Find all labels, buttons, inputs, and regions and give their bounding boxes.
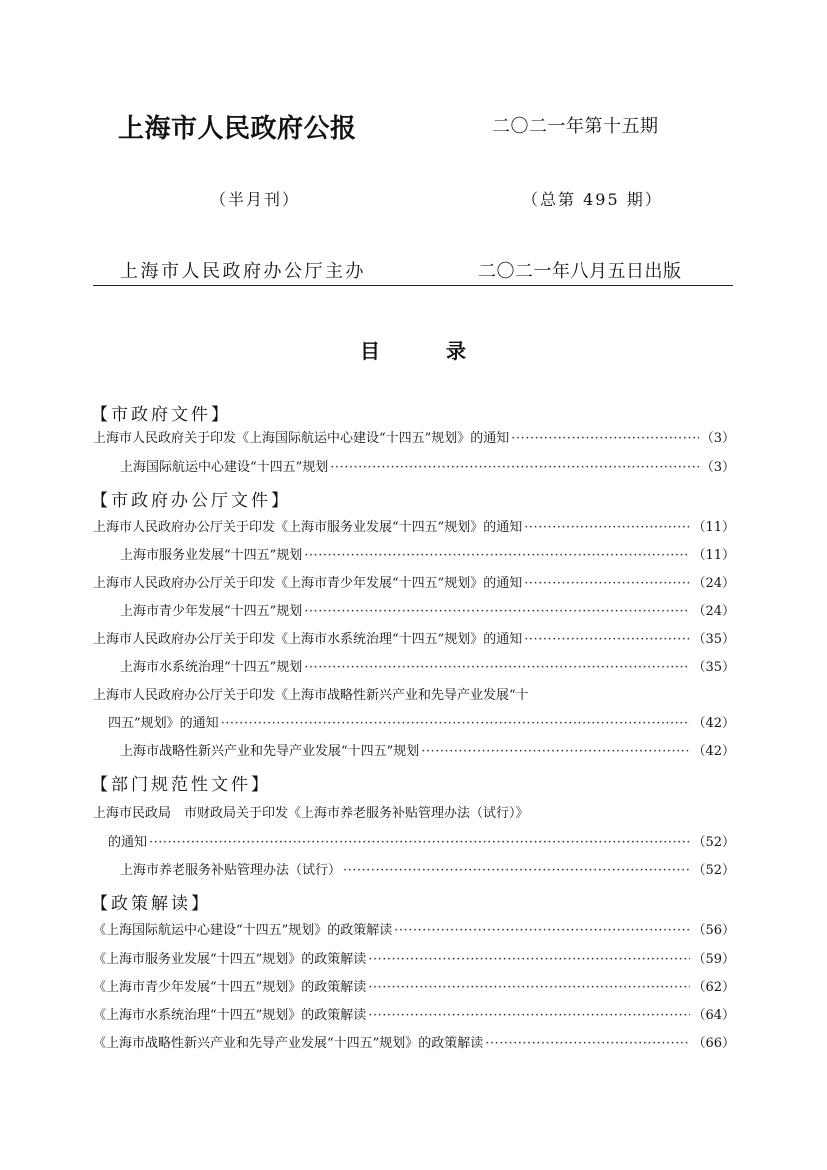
toc-entry-page: （42） bbox=[692, 716, 735, 731]
toc-entry-page: （62） bbox=[692, 980, 735, 995]
toc-entry-text: 《上海国际航运中心建设“十四五”规划》的政策解读 bbox=[93, 923, 393, 938]
leader-dots bbox=[304, 601, 690, 623]
leader-dots bbox=[149, 832, 690, 854]
toc-entry-text: 《上海市水系统治理“十四五”规划》的政策解读 bbox=[93, 1008, 367, 1023]
toc-entry[interactable] bbox=[108, 713, 735, 735]
leader-dots bbox=[524, 573, 690, 595]
toc-entry-text: 《上海市服务业发展“十四五”规划》的政策解读 bbox=[93, 952, 367, 967]
toc-entry-text: 上海市养老服务补贴管理办法（试行） bbox=[120, 863, 342, 878]
toc-entry-page: （52） bbox=[692, 863, 735, 878]
toc-entry-text: 上海国际航运中心建设“十四五”规划 bbox=[120, 460, 329, 475]
toc-entry[interactable] bbox=[93, 428, 735, 450]
toc-entry-text: 上海市青少年发展“十四五”规划 bbox=[120, 604, 303, 619]
toc-entry[interactable] bbox=[120, 601, 735, 623]
toc-entry-text: 上海市人民政府办公厅关于印发《上海市水系统治理“十四五”规划》的通知 bbox=[93, 632, 523, 647]
toc-entry-page: （24） bbox=[692, 576, 735, 591]
leader-dots bbox=[368, 949, 690, 971]
toc-title: 目录 bbox=[360, 339, 532, 363]
toc-entry-text: 《上海市青少年发展“十四五”规划》的政策解读 bbox=[93, 980, 367, 995]
toc-entry-text: 上海市人民政府办公厅关于印发《上海市服务业发展“十四五”规划》的通知 bbox=[93, 520, 523, 535]
toc-entry[interactable] bbox=[93, 920, 735, 942]
total-issue-number: （总第 495 期） bbox=[522, 190, 663, 209]
toc-entry-page: （3） bbox=[700, 431, 735, 446]
toc-entry[interactable] bbox=[93, 629, 735, 651]
publisher-host: 上海市人民政府办公厅主办 bbox=[120, 261, 366, 282]
toc-entry[interactable] bbox=[120, 860, 735, 882]
section-heading-department-documents: 【部门规范性文件】 bbox=[91, 775, 271, 795]
leader-dots bbox=[221, 713, 691, 735]
toc-entry[interactable] bbox=[93, 517, 735, 539]
publication-title: 上海市人民政府公报 bbox=[118, 114, 357, 144]
toc-entry[interactable] bbox=[93, 1033, 735, 1055]
leader-dots bbox=[524, 629, 690, 651]
toc-entry-page: （11） bbox=[692, 548, 735, 563]
toc-entry-page: （64） bbox=[692, 1008, 735, 1023]
toc-entry-text: 上海市战略性新兴产业和先导产业发展“十四五”规划 bbox=[120, 744, 420, 759]
toc-entry-page: （35） bbox=[692, 660, 735, 675]
toc-entry[interactable] bbox=[120, 741, 735, 763]
toc-entry-page: （11） bbox=[692, 520, 735, 535]
toc-entry[interactable] bbox=[93, 977, 735, 999]
section-heading-general-office: 【市政府办公厅文件】 bbox=[91, 491, 291, 511]
toc-entry-page: （66） bbox=[692, 1036, 735, 1051]
toc-entry-text: 上海市服务业发展“十四五”规划 bbox=[120, 548, 303, 563]
toc-entry-text-line1[interactable]: 上海市人民政府办公厅关于印发《上海市战略性新兴产业和先导产业发展“十 bbox=[93, 688, 529, 703]
issue-number: 二〇二一年第十五期 bbox=[492, 116, 659, 137]
toc-entry-page: （3） bbox=[700, 460, 735, 475]
leader-dots bbox=[343, 860, 690, 882]
publish-date: 二〇二一年八月五日出版 bbox=[478, 261, 682, 282]
leader-dots bbox=[421, 741, 690, 763]
section-heading-policy-interpretation: 【政策解读】 bbox=[91, 894, 211, 914]
toc-entry-text-line1[interactable]: 上海市民政局 市财政局关于印发《上海市养老服务补贴管理办法（试行）》 bbox=[93, 806, 529, 821]
toc-entry[interactable] bbox=[93, 1005, 735, 1027]
leader-dots bbox=[368, 977, 690, 999]
toc-entry-page: （52） bbox=[692, 835, 735, 850]
toc-entry-page: （35） bbox=[692, 632, 735, 647]
leader-dots bbox=[524, 517, 690, 539]
toc-entry-text: 上海市水系统治理“十四五”规划 bbox=[120, 660, 303, 675]
toc-entry[interactable] bbox=[93, 949, 735, 971]
toc-entry[interactable] bbox=[108, 832, 735, 854]
header-divider bbox=[93, 285, 733, 286]
toc-entry-text: 上海市人民政府关于印发《上海国际航运中心建设“十四五”规划》的通知 bbox=[93, 431, 510, 446]
toc-entry-text: 四五”规划》的通知 bbox=[108, 716, 219, 731]
publication-frequency: （半月刊） bbox=[210, 190, 301, 209]
leader-dots bbox=[368, 1005, 690, 1027]
toc-entry-text: 的通知 bbox=[108, 835, 148, 850]
toc-entry[interactable] bbox=[120, 545, 735, 567]
toc-entry[interactable] bbox=[93, 573, 735, 595]
toc-entry[interactable] bbox=[120, 657, 735, 679]
leader-dots bbox=[304, 657, 690, 679]
section-heading-municipal-government: 【市政府文件】 bbox=[91, 405, 231, 425]
leader-dots bbox=[330, 457, 698, 479]
toc-entry-page: （24） bbox=[692, 604, 735, 619]
leader-dots bbox=[304, 545, 690, 567]
leader-dots bbox=[485, 1033, 690, 1055]
toc-entry-text: 上海市人民政府办公厅关于印发《上海市青少年发展“十四五”规划》的通知 bbox=[93, 576, 523, 591]
toc-entry-page: （42） bbox=[692, 744, 735, 759]
leader-dots bbox=[394, 920, 690, 942]
toc-entry-page: （56） bbox=[692, 923, 735, 938]
toc-entry[interactable] bbox=[120, 457, 735, 479]
toc-entry-page: （59） bbox=[692, 952, 735, 967]
leader-dots bbox=[511, 428, 698, 450]
toc-entry-text: 《上海市战略性新兴产业和先导产业发展“十四五”规划》的政策解读 bbox=[93, 1036, 484, 1051]
